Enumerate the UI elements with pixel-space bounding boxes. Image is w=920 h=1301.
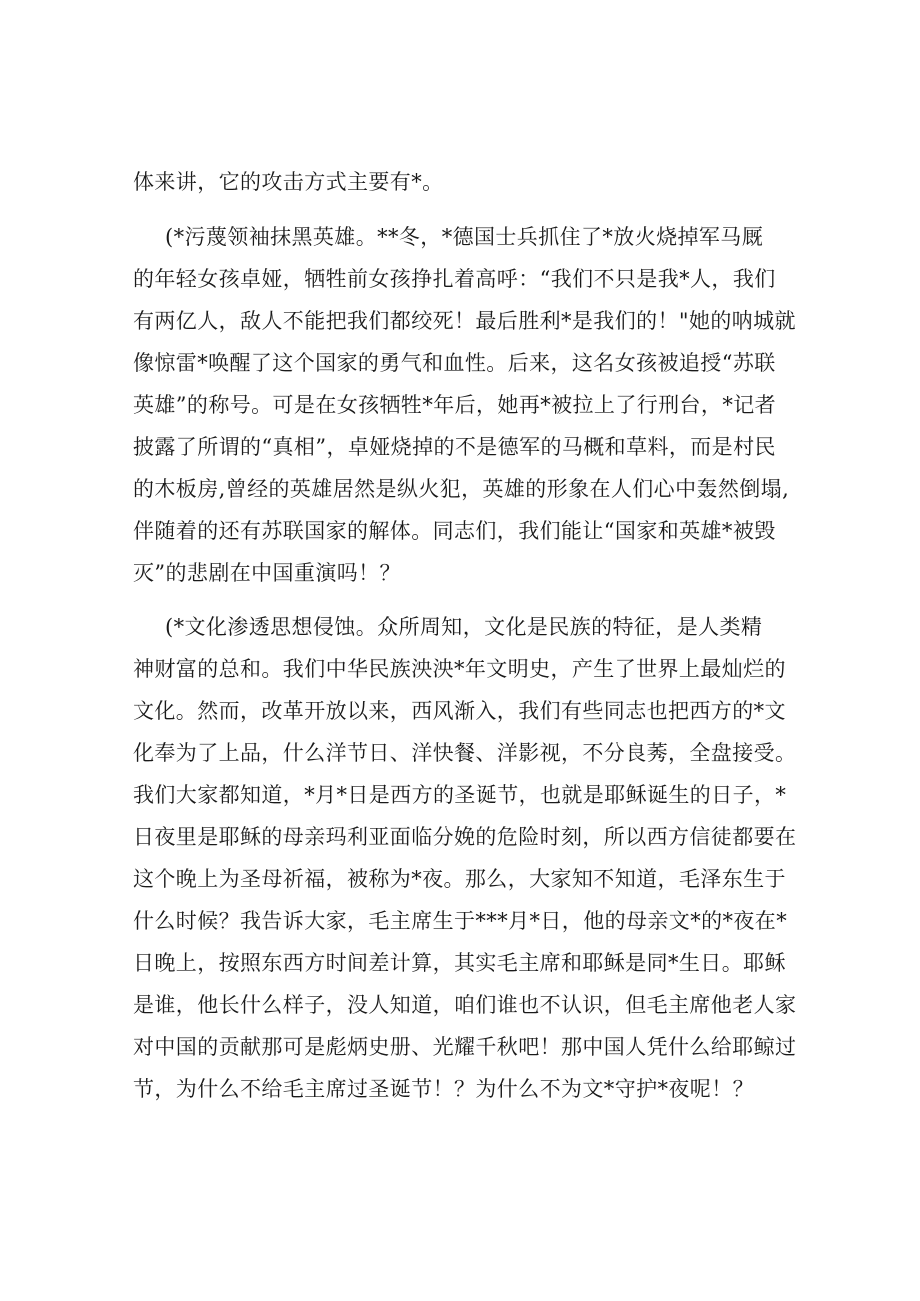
paragraph-line: 有两亿人，敌人不能把我们都绞死！最后胜利*是我们的！"她的呐城就 [133,309,796,333]
paragraph-line: 节，为什么不给毛主席过圣诞节！？为什么不为文*守护*夜呢！？ [133,1077,754,1101]
paragraph-line: 日夜里是耶稣的母亲玛利亚面临分娩的危险时刻，所以西方信徒都要在 [133,825,797,849]
paragraph-line: (*文化渗透思想侵蚀。众所周知，文化是民族的特征，是人类精 [165,615,763,639]
paragraph-line: 日晚上，按照东西方时间差计算，其实毛主席和耶稣是同*生日。耶稣 [133,951,786,975]
paragraph-line: (*污蔑领袖抹黑英雄。**冬，*德国士兵抓住了*放火烧掉军马厩 [165,225,764,249]
paragraph-line: 我们大家都知道，*月*日是西方的圣诞节，也就是耶稣诞生的日子，* [133,783,787,807]
paragraph-line: 披露了所谓的“真相”，卓娅烧掉的不是德军的马概和草料，而是村民 [133,435,776,459]
paragraph-line: 神财富的总和。我们中华民族泱泱*年文明史，产生了世界上最灿烂的 [133,657,786,681]
paragraph-line: 的木板房,曾经的英雄居然是纵火犯，英雄的形象在人们心中轰然倒塌, [133,477,790,501]
paragraph-line: 是谁，他长什么样子，没人知道，咱们谁也不认识，但毛主席他老人家 [133,993,797,1017]
paragraph-line: 英雄”的称号。可是在女孩牺牲*年后，她再*被拉上了行刑台，*记者 [133,393,777,417]
paragraph-line: 文化。然而，改革开放以来，西风渐入，我们有些同志也把西方的*文 [133,699,786,723]
paragraph-line: 体来讲，它的攻击方式主要有*。 [133,170,444,194]
paragraph-line: 像惊雷*唤醒了这个国家的勇气和血性。后来，这名女孩被追授“苏联 [133,351,776,375]
paragraph-line: 灭”的悲剧在中国重演吗！？ [133,561,401,585]
paragraph-line: 伴随着的还有苏联国家的解体。同志们，我们能让“国家和英雄*被毁 [133,519,776,543]
paragraph-line: 对中国的贡献那可是彪炳史册、光耀千秋吧！那中国人凭什么给耶鲸过 [133,1035,797,1059]
paragraph-line: 什么时候？我告诉大家，毛主席生于***月*日，他的母亲文*的*夜在* [133,909,788,933]
paragraph-line: 化奉为了上品，什么洋节日、洋快餐、洋影视，不分良莠，全盘接受。 [133,741,797,765]
paragraph-line: 这个晚上为圣母祈福，被称为*夜。那么，大家知不知道，毛泽东生于 [133,867,786,891]
paragraph-line: 的年轻女孩卓娅，牺牲前女孩挣扎着高呼：“我们不只是我*人，我们 [133,267,776,291]
